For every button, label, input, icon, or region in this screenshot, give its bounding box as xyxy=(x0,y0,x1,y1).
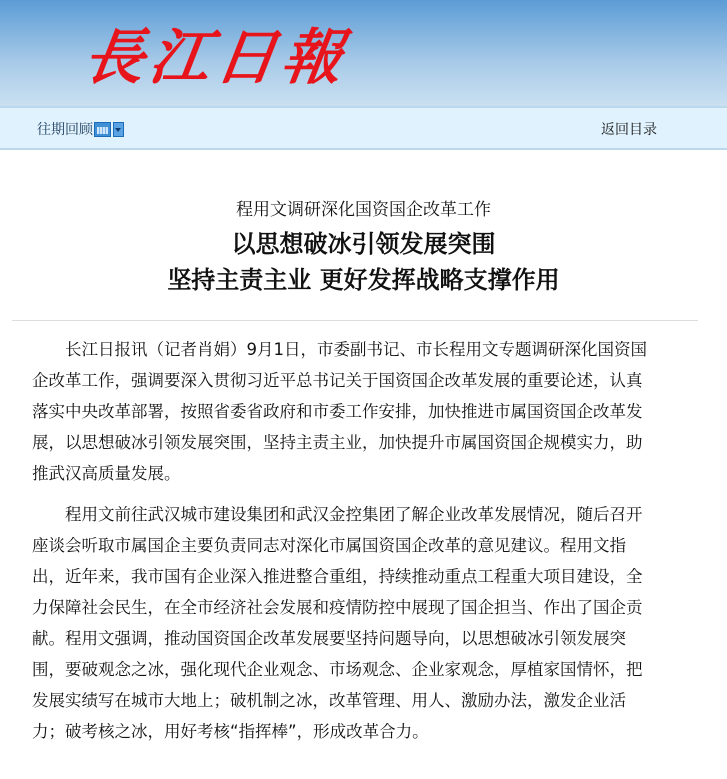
masthead xyxy=(0,0,727,106)
paragraph-line: 座谈会听取市属国企主要负责同志对深化市属国资国企改革的意见建议。程用文指 xyxy=(32,536,626,555)
paragraph-line: 发展实绩写在城市大地上；破机制之冰，改革管理、用人、激励办法，激发企业活 xyxy=(32,691,626,710)
article-header xyxy=(0,200,727,298)
article-headline-2: 坚持主责主业 更好发挥战略支撑作用 xyxy=(167,266,560,294)
article-paragraph xyxy=(32,334,697,489)
archive-link[interactable]: 往期回顾 xyxy=(37,122,93,138)
paragraph-line: 长江日报讯（记者肖娟）9月1日，市委副书记、市长程用文专题调研深化国资国 xyxy=(65,340,647,359)
chevron-down-icon[interactable] xyxy=(113,122,124,137)
article-body xyxy=(0,321,697,747)
paragraph-line: 出，近年来，我市国有企业深入推进整合重组，持续推动重点工程重大项目建设，全 xyxy=(32,567,643,586)
article-headline-1: 以思想破冰引领发展突围 xyxy=(231,230,496,258)
paragraph-line: 围，要破观念之冰，强化现代企业观念、市场观念、企业家观念，厚植家国情怀，把 xyxy=(32,660,643,679)
back-to-contents-link[interactable]: 返回目录 xyxy=(601,122,657,138)
paragraph-line: 推武汉高质量发展。 xyxy=(32,464,181,483)
paragraph-line: 程用文前往武汉城市建设集团和武汉金控集团了解企业改革发展情况，随后召开 xyxy=(65,505,643,524)
calendar-icon[interactable] xyxy=(94,122,111,137)
paragraph-line: 力保障社会民生，在全市经济社会发展和疫情防控中展现了国企担当、作出了国企贡 xyxy=(32,598,643,617)
paragraph-line: 献。程用文强调，推动国资国企改革发展要坚持问题导向，以思想破冰引领发展突 xyxy=(32,629,626,648)
paragraph-line: 落实中央改革部署，按照省委省政府和市委工作安排，加快推进市属国资国企改革发 xyxy=(32,402,643,421)
nav-bar xyxy=(0,106,727,150)
changjiang-daily-logo[interactable]: 長江日報 xyxy=(79,23,353,93)
paragraph-line: 展，以思想破冰引领发展突围，坚持主责主业，加快提升市属国资国企规模实力，助 xyxy=(32,433,643,452)
paragraph-line: 企改革工作，强调要深入贯彻习近平总书记关于国资国企改革发展的重要论述，认真 xyxy=(32,371,643,390)
paragraph-line: 力；破考核之冰，用好考核“指挥棒”，形成改革合力。 xyxy=(32,722,429,741)
article-subtitle: 程用文调研深化国资国企改革工作 xyxy=(236,200,491,220)
archive-control[interactable] xyxy=(37,119,124,139)
article-paragraph xyxy=(32,499,697,747)
